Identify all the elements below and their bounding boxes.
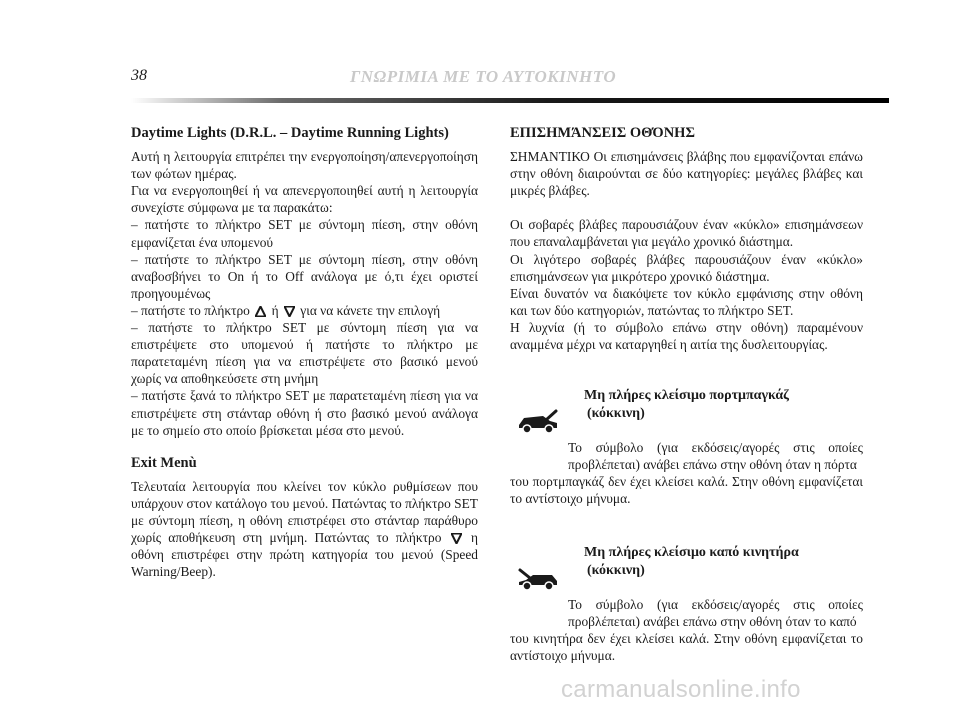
left-column xyxy=(131,125,478,580)
trunk-warning-subtitle: (κόκκινη) xyxy=(587,406,645,422)
car-hood-open-icon xyxy=(516,564,560,594)
screen-warnings-section-title: ΕΠΙΣΗΜΆΝΣΕΙΣ ΟΘΌΝΗΣ xyxy=(510,125,695,141)
screen-warnings-paragraph-3: Οι λιγότερο σοβαρές βλάβες παρουσιάζουν έναν «κύκλο» επισημάνσεων για μικρότερο χρονικό διάστημα. xyxy=(510,251,863,284)
header-rule xyxy=(131,98,889,103)
hood-warning-block xyxy=(510,544,863,664)
trunk-warning-text-b: του πορτμπαγκάζ δεν έχει κλείσει καλά. Στην οθόνη εμφανίζεται το αντίστοιχο μήνυμα. xyxy=(510,474,863,507)
drl-step-4: – πατήστε το πλήκτρο SET με σύντομη πίεση για να επιστρέψετε στο υπομενού ή πατήστε το πλήκτρο με παρατεταμένη πίεση για να επιστρέψετε στο βασικό μενού χωρίς να αποθηκεύσετε στη μνήμη xyxy=(131,320,478,387)
trunk-warning-title: Μη πλήρες κλείσιμο πορτμπαγκάζ xyxy=(584,388,789,404)
trunk-warning-block xyxy=(510,387,863,507)
drl-step-3 xyxy=(131,302,478,319)
drl-step-3-text-c: για να κάνετε την επιλογή xyxy=(300,302,441,318)
hood-warning-text-a: Το σύμβολο (για εκδόσεις/αγορές στις οποίες προβλέπεται) ανάβει επάνω στην οθόνη όταν το καπό xyxy=(568,596,863,629)
screen-warnings-paragraph-2: Οι σοβαρές βλάβες παρουσιάζουν έναν «κύκλο» επισημάνσεων που επαναλαμβάνεται για μεγάλο χρονικό διάστημα. xyxy=(510,217,863,250)
screen-warnings-paragraph-1: ΣΗΜΑΝΤΙΚΟ Οι επισημάνσεις βλάβης που εμφανίζονται επάνω στην οθόνη διαιρούνται σε δύο κατηγορίες: μεγάλες βλάβες και μικρές βλάβες. xyxy=(510,149,863,199)
exit-menu-text-b: η οθόνη επιστρέφει στην πρώτη κατηγορία του μενού (Speed Warning/Beep). xyxy=(131,530,478,580)
right-column xyxy=(510,125,863,664)
hood-warning-text-b: του κινητήρα δεν έχει κλείσει καλά. Στην οθόνη εμφανίζεται το αντίστοιχο μήνυμα. xyxy=(510,630,863,663)
drl-step-1: – πατήστε το πλήκτρο SET με σύντομη πίεση, στην οθόνη εμφανίζεται ένα υπομενού xyxy=(131,217,478,250)
drl-section-title: Daytime Lights (D.R.L. – Daytime Running Lights) xyxy=(131,125,449,141)
screen-warnings-paragraph-5: Η λυχνία (ή το σύμβολο επάνω στην οθόνη) παραμένουν αναμμένα μέχρι να καταργηθεί η αιτία της δυσλειτουργίας. xyxy=(510,319,863,353)
drl-step-2: – πατήστε το πλήκτρο SET με σύντομη πίεση, στην οθόνη αναβοσβήνει το On ή το Off ανάλογα με ό,τι έχει οριστεί προηγουμένως xyxy=(131,251,478,301)
up-triangle-icon xyxy=(255,306,266,317)
drl-paragraph-2: Για να ενεργοποιηθεί ή να απενεργοποιηθεί αυτή η λειτουργία συνεχίστε σύμφωνα με τα παρακάτω: xyxy=(131,183,478,216)
hood-warning-title: Μη πλήρες κλείσιμο καπό κινητήρα xyxy=(584,544,799,560)
screen-warnings-paragraph-4: Είναι δυνατόν να διακόψετε τον κύκλο εμφάνισης στην οθόνη και των δύο κατηγοριών, πατώντας το πλήκτρο SET. xyxy=(510,285,863,318)
down-triangle-icon xyxy=(451,533,462,544)
drl-paragraph-1: Αυτή η λειτουργία επιτρέπει την ενεργοποίηση/απενεργοποίηση των φώτων ημέρας. xyxy=(131,149,478,182)
drl-step-3-text-a: – πατήστε το πλήκτρο xyxy=(131,302,250,318)
exit-menu-paragraph xyxy=(131,478,478,581)
drl-step-3-text-b: ή xyxy=(271,302,279,318)
page-header-title: ΓΝΩΡΙΜΙΑ ΜΕ ΤΟ ΑΥΤΟΚΙΝΗΤΟ xyxy=(350,67,617,86)
page-number: 38 xyxy=(131,67,147,84)
drl-step-5: – πατήστε ξανά το πλήκτρο SET με παρατεταμένη πίεση για να επιστρέψετε στη στάνταρ οθόνη ή στο βασικό μενού ανάλογα με το σημείο στο οποίο βρίσκεται μέσα στο μενού. xyxy=(131,388,478,438)
exit-menu-section-title: Exit Menù xyxy=(131,454,197,471)
exit-menu-text-a: Τελευταία λειτουργία που κλείνει τον κύκλο ρυθμίσεων που υπάρχουν στον κατάλογο του μενού. Πατώντας το πλήκτρο SET με σύντομη πίεση, η οθόνη επιστρέφει στο στάνταρ παράθυρο χωρίς αποθήκευση στη μνήμη. Πατώντας το πλήκτρο xyxy=(131,478,478,546)
hood-warning-subtitle: (κόκκινη) xyxy=(587,562,645,578)
down-triangle-icon xyxy=(284,306,295,317)
trunk-warning-text-a: Το σύμβολο (για εκδόσεις/αγορές στις οποίες προβλέπεται) ανάβει επάνω στην οθόνη όταν η πόρτα xyxy=(568,440,863,473)
watermark: carmanualsonline.info xyxy=(561,676,801,703)
car-trunk-open-icon xyxy=(516,407,560,437)
